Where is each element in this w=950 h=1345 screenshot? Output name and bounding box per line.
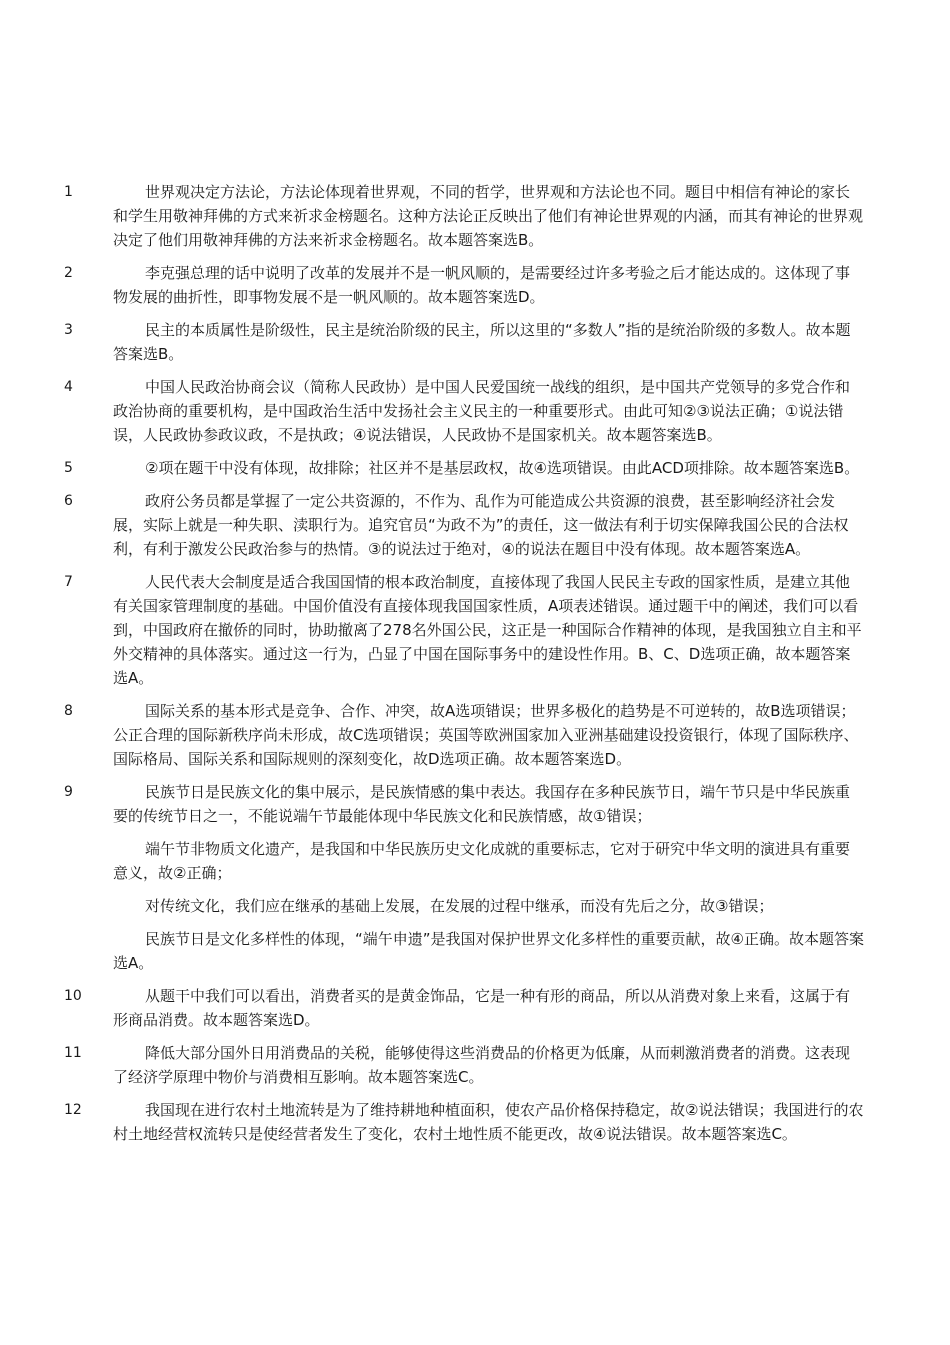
answer-item-4 bbox=[64, 375, 864, 447]
answer-paragraph: 端午节非物质文化遗产，是我国和中华民族历史文化成就的重要标志，它对于研究中华文明的演进具有重要意义，故②正确； bbox=[113, 840, 851, 882]
answer-number: 9 bbox=[64, 784, 73, 800]
answer-item-2 bbox=[64, 261, 864, 309]
answer-paragraph: 从题干中我们可以看出，消费者买的是黄金饰品，它是一种有形的商品，所以从消费对象上来看，这属于有形商品消费。故本题答案选D。 bbox=[113, 987, 851, 1029]
answer-paragraph: ②项在题干中没有体现，故排除；社区并不是基层政权，故④选项错误。由此ACD项排除。故本题答案选B。 bbox=[145, 459, 860, 477]
answer-item-11 bbox=[64, 1041, 864, 1089]
answer-paragraph: 人民代表大会制度是适合我国国情的根本政治制度，直接体现了我国人民民主专政的国家性质，是建立其他有关国家管理制度的基础。中国价值没有直接体现我国国家性质，A项表述错误。通过题干中的阐述，我们可以看到，中国政府在撤侨的同时，协助撤离了278名外国公民，这正是一种国际合作精神的体现，是我国独立自主和平外交精神的具体落实。通过这一行为，凸显了中国在国际事务中的建设性作用。B、C、D选项正确，故本题答案选A。 bbox=[113, 573, 862, 687]
answer-explanation bbox=[113, 180, 864, 252]
answer-explanation bbox=[113, 261, 864, 309]
answer-number: 2 bbox=[64, 265, 73, 281]
answer-paragraph: 对传统文化，我们应在继承的基础上发展，在发展的过程中继承，而没有先后之分，故③错误； bbox=[145, 897, 774, 915]
answer-item-3 bbox=[64, 318, 864, 366]
answer-number: 3 bbox=[64, 322, 73, 338]
answer-number: 12 bbox=[64, 1102, 82, 1118]
answer-paragraph: 政府公务员都是掌握了一定公共资源的，不作为、乱作为可能造成公共资源的浪费，甚至影响经济社会发展，实际上就是一种失职、渎职行为。追究官员“为政不为”的责任，这一做法有利于切实保障我国公民的合法权利，有利于激发公民政治参与的热情。③的说法过于绝对，④的说法在题目中没有体现。故本题答案选A。 bbox=[113, 492, 849, 558]
answer-explanation bbox=[113, 1041, 864, 1089]
answer-explanation bbox=[113, 699, 864, 771]
answer-item-5 bbox=[64, 456, 864, 480]
answer-paragraph: 民族节日是文化多样性的体现，“端午申遗”是我国对保护世界文化多样性的重要贡献，故④正确。故本题答案选A。 bbox=[113, 930, 864, 972]
answer-number: 1 bbox=[64, 184, 73, 200]
answer-explanation bbox=[113, 1098, 864, 1146]
answer-paragraph: 我国现在进行农村土地流转是为了维持耕地种植面积，使农产品价格保持稳定，故②说法错误；我国进行的农村土地经营权流转只是使经营者发生了变化，农村土地性质不能更改，故④说法错误。故本题答案选C。 bbox=[113, 1101, 864, 1143]
answer-number: 6 bbox=[64, 493, 73, 509]
answer-paragraph: 世界观决定方法论，方法论体现着世界观，不同的哲学，世界观和方法论也不同。题目中相信有神论的家长和学生用敬神拜佛的方式来祈求金榜题名。这种方法论正反映出了他们有神论世界观的内涵，而其有神论的世界观决定了他们用敬神拜佛的方法来祈求金榜题名。故本题答案选B。 bbox=[113, 183, 864, 249]
answer-paragraph: 中国人民政治协商会议（简称人民政协）是中国人民爱国统一战线的组织，是中国共产党领导的多党合作和政治协商的重要机构，是中国政治生活中发扬社会主义民主的一种重要形式。由此可知②③说法正确；①说法错误，人民政协参政议政，不是执政；④说法错误，人民政协不是国家机关。故本题答案选B。 bbox=[113, 378, 851, 444]
answer-item-1 bbox=[64, 180, 864, 252]
answer-explanation bbox=[113, 984, 864, 1032]
answer-explanation bbox=[113, 780, 864, 975]
answer-item-8 bbox=[64, 699, 864, 771]
answer-paragraph: 国际关系的基本形式是竞争、合作、冲突，故A选项错误；世界多极化的趋势是不可逆转的，故B选项错误；公正合理的国际新秩序尚未形成，故C选项错误；英国等欧洲国家加入亚洲基础建设投资银行，体现了国际秩序、国际格局、国际关系和国际规则的深刻变化，故D选项正确。故本题答案选D。 bbox=[113, 702, 859, 768]
answer-explanation bbox=[113, 489, 864, 561]
answer-item-12 bbox=[64, 1098, 864, 1146]
answer-explanation bbox=[113, 375, 864, 447]
answer-number: 5 bbox=[64, 460, 73, 476]
answer-number: 7 bbox=[64, 574, 73, 590]
answer-number: 11 bbox=[64, 1045, 82, 1061]
answer-paragraph: 李克强总理的话中说明了改革的发展并不是一帆风顺的，是需要经过许多考验之后才能达成的。这体现了事物发展的曲折性，即事物发展不是一帆风顺的。故本题答案选D。 bbox=[113, 264, 851, 306]
answer-explanation bbox=[113, 456, 864, 480]
answer-item-7 bbox=[64, 570, 864, 690]
answer-paragraph: 降低大部分国外日用消费品的关税，能够使得这些消费品的价格更为低廉，从而刺激消费者的消费。这表现了经济学原理中物价与消费相互影响。故本题答案选C。 bbox=[113, 1044, 851, 1086]
answer-explanation bbox=[113, 570, 864, 690]
answer-number: 10 bbox=[64, 988, 82, 1004]
answer-item-10 bbox=[64, 984, 864, 1032]
answer-explanation bbox=[113, 318, 864, 366]
answer-number: 4 bbox=[64, 379, 73, 395]
answer-number: 8 bbox=[64, 703, 73, 719]
answer-item-9 bbox=[64, 780, 864, 975]
answer-item-6 bbox=[64, 489, 864, 561]
answer-paragraph: 民主的本质属性是阶级性，民主是统治阶级的民主，所以这里的“多数人”指的是统治阶级的多数人。故本题答案选B。 bbox=[113, 321, 851, 363]
answer-paragraph: 民族节日是民族文化的集中展示，是民族情感的集中表达。我国存在多种民族节日，端午节只是中华民族重要的传统节日之一，不能说端午节最能体现中华民族文化和民族情感，故①错误； bbox=[113, 783, 851, 825]
answer-list bbox=[64, 180, 864, 1155]
